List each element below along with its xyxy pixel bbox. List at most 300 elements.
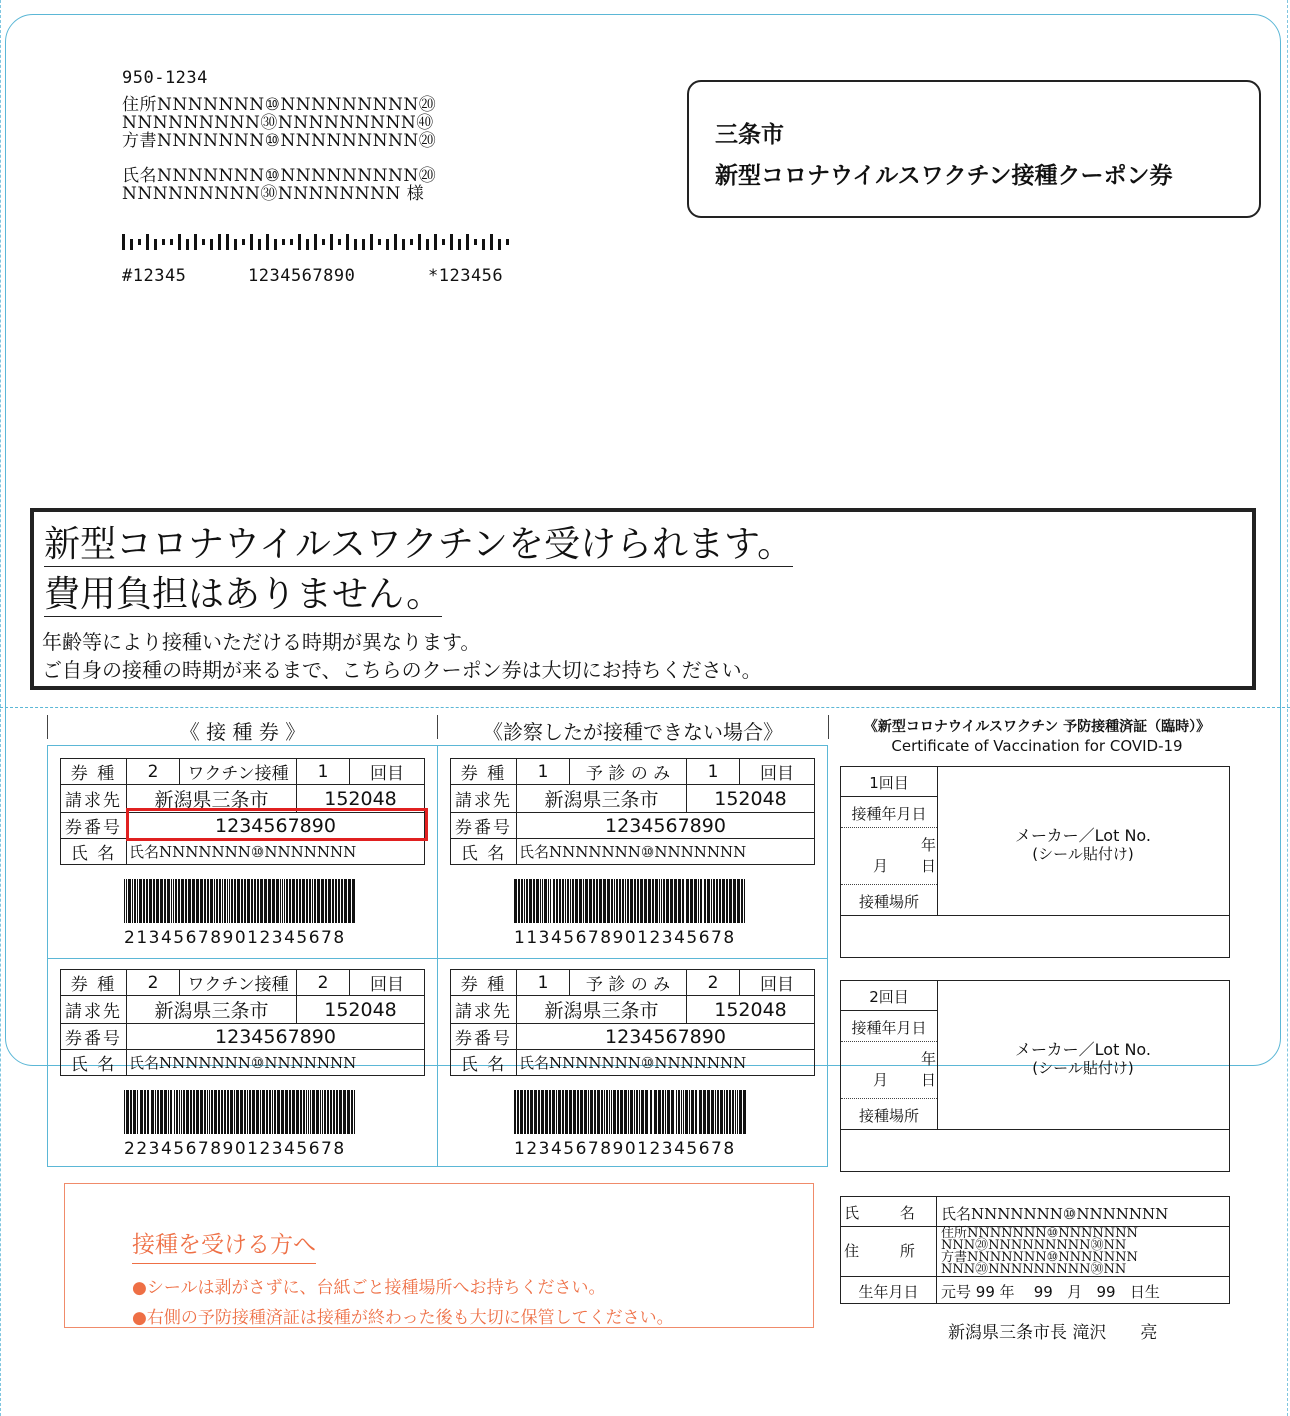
barcode-bar [327,1090,329,1134]
postal-bar [410,239,413,245]
barcode-bar [348,879,351,923]
barcode-bar [264,879,267,923]
notice-headline-2: 費用負担はありません。 [44,574,443,615]
postal-bar [426,239,429,250]
right-edge-dashed [1287,0,1288,1416]
header-divider [828,715,829,739]
postal-bar [378,239,381,245]
barcode-bar [691,1090,694,1134]
barcode-bar [627,879,629,923]
barcode-bar [536,879,539,923]
barcode-bar [188,879,191,923]
barcode-bar [538,1090,540,1134]
birth-month: 99 [1033,1283,1053,1301]
barcode-bar [534,1090,537,1134]
address-line-2: NNNNNNNNN㉚NNNNNNNNN㊵ [122,113,434,133]
postal-bar [474,239,477,245]
barcode-bar [552,1090,555,1134]
barcode-bar [167,879,170,923]
postal-bar [482,239,485,250]
postal-bar [306,239,309,250]
cert-dotted-line [841,1041,937,1042]
barcode-bar [153,879,155,923]
ticket-no-label: 券番号 [61,1024,127,1050]
barcode-bar [562,879,564,923]
barcode-bar [733,879,736,923]
barcode-bar [517,1090,519,1134]
ticket-table [60,969,425,1076]
ticket-divider [437,746,438,1166]
certificate-box [840,980,1230,1172]
barcode-bar [156,879,159,923]
barcode-bar [716,879,718,923]
barcode-bar [341,879,343,923]
barcode-bar [249,1090,251,1134]
ticket-number-highlight [126,808,428,841]
name-label: 氏 名 [451,1050,517,1076]
barcode-bar [219,879,221,923]
barcode-bar [183,1090,185,1134]
barcode-bar [711,879,712,923]
barcode-bar [344,879,347,923]
barcode-bar [333,1090,335,1134]
barcode-bar [619,879,621,923]
barcode-bar [645,1090,648,1134]
barcode-bar [285,1090,288,1134]
tickets-header: 《 接 種 券 》 [179,720,306,744]
billing-code: 152048 [297,996,425,1024]
billing-label: 請求先 [61,785,127,813]
barcode-bar [533,879,535,923]
barcode-bar [634,1090,635,1134]
barcode-bar [351,1090,353,1134]
barcode-bar [601,1090,603,1134]
barcode-bar [339,1090,342,1134]
kind-name: 予 診 の み [570,970,687,996]
cert-dotted-line [841,827,937,828]
name-label: 氏 名 [61,839,127,865]
kind-code: 1 [517,759,570,785]
barcode-bar [164,1090,167,1134]
ticket-barcode [514,1090,747,1134]
barcode-bar [584,1090,587,1134]
ticket-barcode [514,879,747,923]
barcode-bar [207,1090,208,1134]
barcode-bar [282,879,283,923]
barcode-bar [230,1090,233,1134]
postal-bar [434,234,437,250]
barcode-bar [700,879,702,923]
barcode-bar [336,1090,338,1134]
barcode-bar [715,1090,716,1134]
barcode-bar [724,1090,725,1134]
barcode-bar [229,879,230,923]
barcode-bar [667,1090,670,1134]
barcode-bar [695,1090,697,1134]
barcode-bar [171,879,172,923]
barcode-bar [227,1090,229,1134]
cert-month-label: 月 [873,857,889,875]
ticket-name: 氏名NNNNNNN⑩NNNNNNN [127,1050,425,1076]
barcode-bar [607,879,610,923]
barcode-bar [276,879,279,923]
barcode-bar [237,879,240,923]
barcode-bar [214,879,215,923]
barcode-bar [241,879,243,923]
barcode-bar [146,879,148,923]
city-name: 三条市 [715,122,784,148]
barcode-bar [134,879,136,923]
barcode-bar [599,879,602,923]
name-line-1: 氏名NNNNNNN⑩NNNNNNNNN⑳ [122,166,437,186]
barcode-bar [644,879,647,923]
barcode-bar [321,879,324,923]
barcode-bar [689,1090,690,1134]
barcode-bar [155,1090,156,1134]
barcode-bar [310,1090,311,1134]
barcode-bar [559,879,561,923]
postal-bar [346,234,349,250]
billing-code: 152048 [687,996,815,1024]
billing-name: 新潟県三条市 [517,785,687,813]
barcode-bar [604,1090,605,1134]
times-suffix: 回目 [350,970,425,996]
postal-bar [242,239,245,245]
barcode-bar [160,1090,163,1134]
ticket-divider [48,958,827,959]
postal-bar [122,234,125,250]
left-edge-dashed [0,0,1,1416]
barcode-bar [624,1090,627,1134]
barcode-bar [322,1090,323,1134]
barcode-bar [170,1090,172,1134]
barcode-bar [542,879,543,923]
barcode-bar [588,1090,589,1134]
barcode-bar [652,879,654,923]
postal-bar [314,234,317,250]
barcode-bar [280,879,281,923]
barcode-bar [661,879,662,923]
barcode-bar [299,879,301,923]
barcode-bar [185,879,187,923]
ticket-barcode-number: 223456789012345678 [124,1139,346,1159]
notice-text-2: ご自身の接種の時期が来るまで、こちらのクーポン券は大切にお持ちください。 [42,658,762,682]
cert-dose: 2回目 [869,988,909,1006]
barcode-bar [630,1090,633,1134]
cert-place-label: 接種場所 [858,1107,919,1125]
barcode-bar [332,879,334,923]
cert-place-label: 接種場所 [858,893,919,911]
certificate-header: 《新型コロナウイルスワクチン 予防接種済証（臨時）》 [863,719,1211,735]
birth-day-unit: 日生 [1129,1283,1160,1301]
barcode-bar [698,879,699,923]
barcode-bar [589,879,592,923]
barcode-bar [128,879,131,923]
barcode-bar [556,879,558,923]
barcode-bar [289,1090,291,1134]
postal-bar [338,239,341,245]
kind-name: ワクチン接種 [180,970,297,996]
barcode-bar [590,1090,593,1134]
barcode-bar [124,879,125,923]
postal-bar [330,234,333,250]
barcode-bar [686,879,689,923]
barcode-bar [260,879,263,923]
barcode-bar [613,1090,616,1134]
barcode-bar [630,879,633,923]
barcode-bar [639,1090,640,1134]
person-address-label: 住 所 [844,1242,933,1260]
coupon-title-box [687,80,1261,218]
barcode-bar [744,879,745,923]
kind-label: 券 種 [451,759,517,785]
kind-code: 2 [127,970,180,996]
postal-bar [298,234,301,250]
barcode-bar [330,1090,332,1134]
barcode-bar [178,879,180,923]
barcode-bar [520,1090,523,1134]
instructions-heading: 接種を受ける方へ [132,1226,316,1264]
barcode-bar [603,879,606,923]
barcode-bar [729,879,732,923]
barcode-bar [338,879,340,923]
barcode-bar [699,1090,702,1134]
ticket-number: 1234567890 [127,1024,425,1050]
barcode-bar [222,879,223,923]
barcode-bar [583,879,584,923]
person-name-label: 氏 名 [844,1204,933,1222]
barcode-bar [139,879,142,923]
ticket-table [450,969,815,1076]
ticket-barcode-number: 123456789012345678 [514,1139,736,1159]
barcode-bar [328,879,331,923]
barcode-bar [268,879,271,923]
barcode-bar [277,1090,280,1134]
times-suffix: 回目 [740,759,815,785]
barcode-bar [137,879,138,923]
barcode-bar [316,1090,319,1134]
barcode-bar [175,879,177,923]
barcode-bar [665,1090,666,1134]
barcode-bar [690,879,693,923]
barcode-bar [737,1090,738,1134]
barcode-bar [514,1090,516,1134]
barcode-bar [124,1090,125,1134]
barcode-bar [514,879,517,923]
barcode-bar [741,879,743,923]
cert-divider [841,796,937,797]
barcode-bar [335,879,337,923]
barcode-bar [227,879,228,923]
barcode-bar [214,1090,217,1134]
barcode-bar [636,1090,638,1134]
cert-date-label: 接種年月日 [851,805,927,823]
cert-dotted-line [841,1098,937,1099]
barcode-bar [526,879,528,923]
name-label: 氏 名 [61,1050,127,1076]
barcode-bar [565,879,566,923]
barcode-bar [663,879,665,923]
barcode-bar [272,1090,273,1134]
barcode-bar [711,1090,714,1134]
barcode-bar [676,1090,677,1134]
barcode-bar [529,879,532,923]
barcode-bar [658,1090,661,1134]
postal-bar [162,239,165,245]
barcode-bar [713,879,715,923]
barcode-bar [144,1090,146,1134]
barcode-bar [553,879,555,923]
barcode-bar [671,1090,674,1134]
barcode-bar [729,1090,731,1134]
barcode-bar [306,1090,307,1134]
barcode-bar [314,879,316,923]
barcode-bar [611,879,613,923]
barcode-bar [193,1090,195,1134]
postal-bar [194,234,197,250]
address-line-3: 方書NNNNNNN⑩NNNNNNNNN⑳ [122,131,437,151]
barcode-bar [577,1090,579,1134]
barcode-bar [594,1090,596,1134]
barcode-bar [620,1090,623,1134]
barcode-bar [606,1090,608,1134]
ticket-table [450,758,815,865]
birth-year-unit: 年 [999,1283,1015,1301]
cert-dotted-line [841,884,937,885]
postal-bar [154,239,157,250]
barcode-bar [707,879,710,923]
barcode-bar [303,1090,305,1134]
billing-code: 152048 [297,785,425,813]
postal-bar [130,239,133,250]
barcode-bar [231,879,233,923]
cert-dose: 1回目 [869,774,909,792]
ticket-barcode-number: 113456789012345678 [514,928,736,948]
notice-text-1: 年齢等により接種いただける時期が異なります。 [42,630,481,654]
barcode-bar [549,1090,551,1134]
barcode-bar [296,879,298,923]
barcode-bar [541,1090,544,1134]
barcode-bar [272,879,275,923]
barcode-bar [151,1090,154,1134]
barcode-bar [617,1090,619,1134]
cert-day-label: 日 [921,857,937,875]
barcode-bar [641,1090,644,1134]
barcode-bar [147,1090,149,1134]
barcode-bar [743,1090,746,1134]
notice-headline-1: 新型コロナウイルスワクチンを受けられます。 [44,524,794,565]
barcode-bar [524,879,525,923]
barcode-bar [296,1090,299,1134]
barcode-bar [140,1090,143,1134]
barcode-bar [196,1090,199,1134]
barcode-bar [312,879,313,923]
postal-bar [450,234,453,250]
barcode-bar [637,879,639,923]
customer-number: #12345 [122,266,187,286]
barcode-bar [655,879,658,923]
barcode-bar [573,1090,576,1134]
barcode-bar [579,879,582,923]
ticket-name: 氏名NNNNNNN⑩NNNNNNN [517,1050,815,1076]
barcode-bar [569,1090,572,1134]
barcode-bar [722,879,725,923]
barcode-bar [558,1090,561,1134]
barcode-bar [681,1090,682,1134]
times: 1 [687,759,740,785]
barcode-bar [683,1090,684,1134]
barcode-bar [737,879,740,923]
barcode-bar [352,879,355,923]
barcode-bar [164,879,166,923]
postal-barcode [122,234,520,250]
barcode-bar [257,879,259,923]
person-address-2: NNN⑳NNNNNNNNN㉚NN [941,1238,1127,1253]
barcode-bar [234,1090,235,1134]
cut-line [0,707,1290,708]
cert-year-label: 年 [921,836,937,854]
ticket-barcode-number: 213456789012345678 [124,928,346,948]
person-address-1: 住所NNNNNNN⑩NNNNNNN [941,1226,1138,1241]
barcode-bar [654,1090,657,1134]
barcode-bar [518,879,520,923]
barcode-bar [704,879,706,923]
barcode-bar [221,1090,223,1134]
barcode-bar [196,879,199,923]
barcode-bar [244,879,246,923]
barcode-bar [732,1090,734,1134]
postal-bar [506,239,509,245]
barcode-bar [269,1090,271,1134]
barcode-bar [659,879,660,923]
barcode-bar [218,1090,220,1134]
cert-divider [841,915,1229,916]
barcode-bar [211,1090,213,1134]
barcode-bar [572,879,574,923]
barcode-bar [540,879,541,923]
barcode-bar [611,1090,612,1134]
barcode-bar [247,879,250,923]
postal-bar [274,239,277,250]
kind-code: 1 [517,970,570,996]
ticket-number: 1234567890 [127,813,425,839]
barcode-bar [616,879,618,923]
barcode-bar [325,879,327,923]
birth-year: 99 [975,1283,995,1301]
barcode-bar [354,1090,355,1134]
postal-bar [498,239,501,250]
billing-label: 請求先 [451,785,517,813]
barcode-bar [530,1090,533,1134]
barcode-bar [256,1090,259,1134]
barcode-bar [137,1090,138,1134]
barcode-bar [678,879,681,923]
barcode-bar [204,1090,206,1134]
barcode-bar [648,879,651,923]
person-divider [936,1197,937,1303]
ticket-name: 氏名NNNNNNN⑩NNNNNNN [517,839,815,865]
name-line-2: NNNNNNNNN㉚NNNNNNNN 様 [122,184,425,204]
barcode-bar [181,1090,182,1134]
birth-month-unit: 月 [1067,1283,1083,1301]
barcode-bar [132,879,133,923]
barcode-bar [625,879,626,923]
barcode-bar [186,1090,189,1134]
barcode-bar [662,1090,664,1134]
barcode-bar [593,879,595,923]
barcode-bar [707,1090,710,1134]
postal-bar [170,239,173,245]
